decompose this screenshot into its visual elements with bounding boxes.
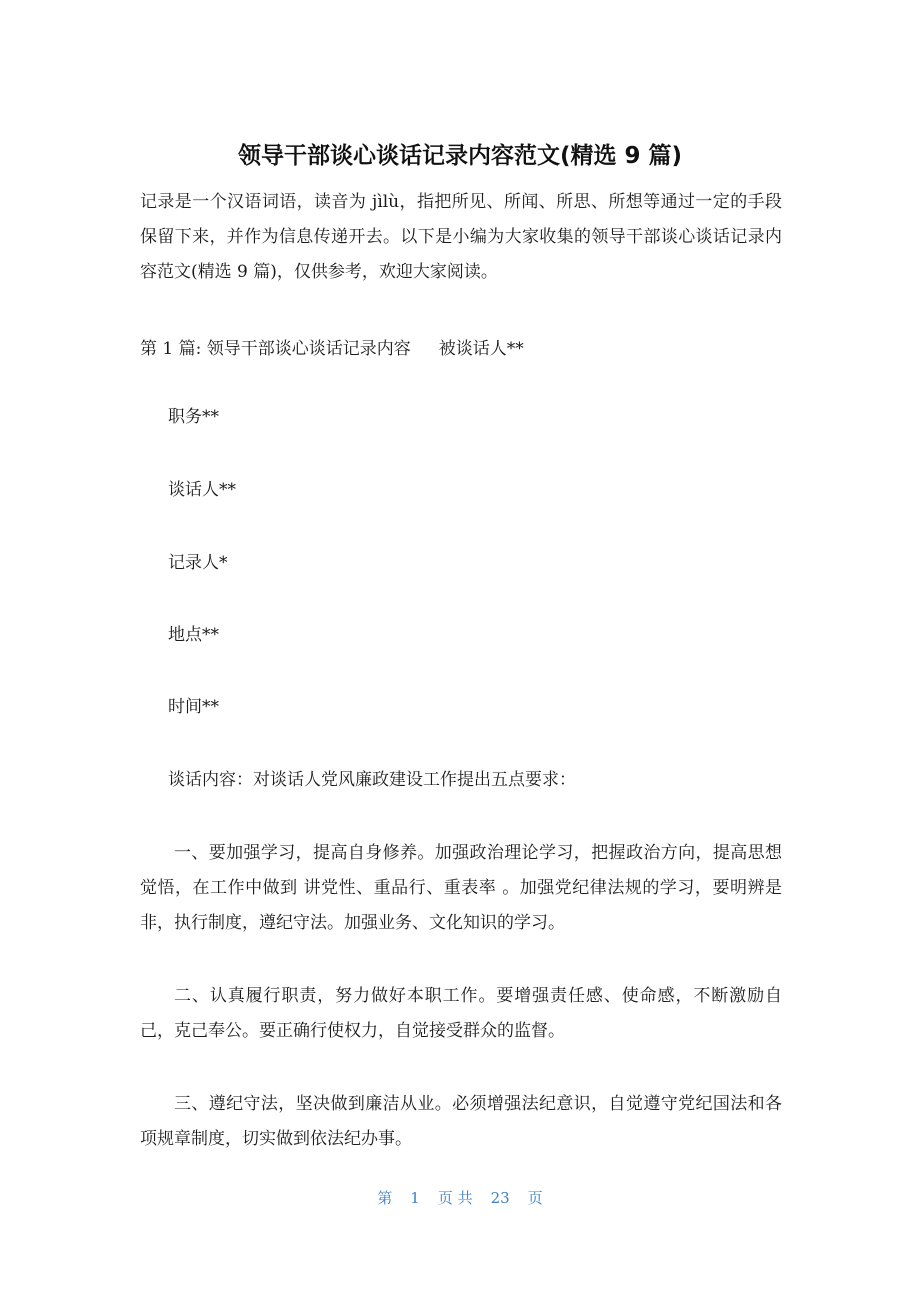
content-label: 谈话内容：对谈话人党风廉政建设工作提出五点要求： bbox=[168, 770, 576, 790]
interviewee-field: 被谈话人** bbox=[438, 339, 524, 359]
point-two: 二、认真履行职责，努力做好本职工作。要增强责任感、使命感，不断激励自己，克己奉公。要正确行使权力，自觉接受群众的监督。 bbox=[140, 986, 782, 1041]
field-time: 时间** bbox=[168, 697, 219, 717]
page-footer bbox=[0, 1186, 920, 1210]
field-location: 地点** bbox=[168, 625, 219, 645]
footer-current-page: 1 bbox=[410, 1189, 420, 1207]
point-three: 三、遵纪守法，坚决做到廉洁从业。必须增强法纪意识，自觉遵守党纪国法和各项规章制度，切实做到依法纪办事。 bbox=[140, 1094, 782, 1149]
point-one: 一、要加强学习，提高自身修养。加强政治理论学习，把握政治方向，提高思想觉悟，在工作中做到 讲党性、重品行、重表率 。加强党纪律法规的学习，要明辨是非，执行制度，遵纪守法。加强业务、文化知识的学习。 bbox=[140, 843, 782, 933]
intro-paragraph: 记录是一个汉语词语，读音为 jìlù，指把所见、所闻、所思、所想等通过一定的手段保留下来，并作为信息传递开去。以下是小编为大家收集的领导干部谈心谈话记录内容范文(精选 9 篇)，仅供参考，欢迎大家阅读。 bbox=[140, 192, 782, 282]
field-recorder: 记录人* bbox=[168, 553, 228, 573]
section-title: 第 1 篇: 领导干部谈心谈话记录内容 bbox=[140, 339, 411, 359]
section-heading bbox=[140, 332, 524, 367]
document-title: 领导干部谈心谈话记录内容范文(精选 9 篇) bbox=[237, 143, 683, 169]
footer-total-pages: 23 bbox=[490, 1189, 510, 1207]
footer-of-label: 页 共 bbox=[437, 1189, 473, 1207]
field-position: 职务** bbox=[168, 407, 219, 427]
footer-page-suffix: 页 bbox=[527, 1189, 543, 1207]
footer-page-label: 第 bbox=[377, 1189, 393, 1207]
field-interviewer: 谈话人** bbox=[168, 480, 236, 500]
